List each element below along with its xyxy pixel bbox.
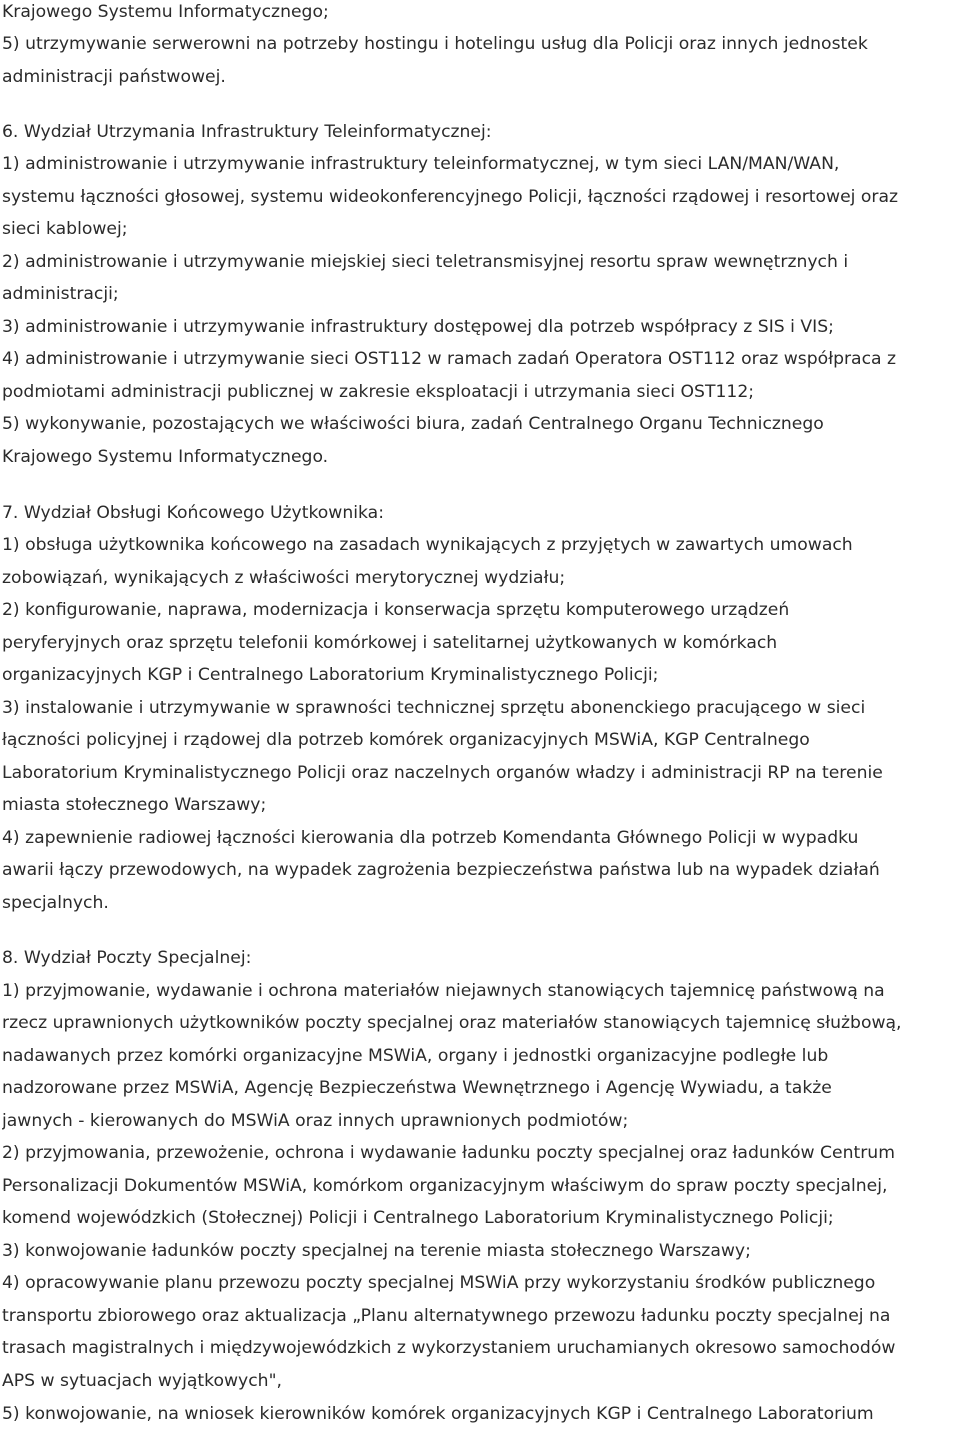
text-line: 1) obsługa użytkownika końcowego na zasadach wynikających z przyjętych w zawartych umowach: [2, 535, 853, 555]
text-line: jawnych - kierowanych do MSWiA oraz innych uprawnionych podmiotów;: [2, 1111, 629, 1131]
text-line: nadzorowane przez MSWiA, Agencję Bezpieczeństwa Wewnętrznego i Agencję Wywiadu, a także: [2, 1078, 832, 1098]
text-line: 3) administrowanie i utrzymywanie infrastruktury dostępowej dla potrzeb współpracy z SIS i VIS;: [2, 317, 834, 337]
text-line: awarii łączy przewodowych, na wypadek zagrożenia bezpieczeństwa państwa lub na wypadek działań: [2, 860, 880, 880]
text-line: 1) administrowanie i utrzymywanie infrastruktury teleinformatycznej, w tym sieci LAN/MAN/WAN,: [2, 154, 840, 174]
text-line: 4) administrowanie i utrzymywanie sieci OST112 w ramach zadań Operatora OST112 oraz współpraca z: [2, 349, 897, 369]
text-line: 5) utrzymywanie serwerowni na potrzeby hostingu i hotelingu usług dla Policji oraz innych jednostek: [2, 34, 868, 54]
text-line: łączności policyjnej i rządowej dla potrzeb komórek organizacyjnych MSWiA, KGP Centralnego: [2, 730, 810, 750]
text-line: rzecz uprawnionych użytkowników poczty specjalnej oraz materiałów stanowiących tajemnicę służbową,: [2, 1013, 902, 1033]
text-line: Krajowego Systemu Informatycznego.: [2, 447, 329, 467]
text-line: administracji;: [2, 284, 119, 304]
section-heading: 8. Wydział Poczty Specjalnej:: [2, 948, 252, 968]
text-line: 3) instalowanie i utrzymywanie w sprawności technicznej sprzętu abonenckiego pracującego w sieci: [2, 698, 866, 718]
text-line: 2) przyjmowania, przewożenie, ochrona i wydawanie ładunku poczty specjalnej oraz ładunków Centrum: [2, 1143, 895, 1163]
text-line: miasta stołecznego Warszawy;: [2, 795, 267, 815]
text-line: nadawanych przez komórki organizacyjne MSWiA, organy i jednostki organizacyjne podległe lub: [2, 1046, 829, 1066]
text-line: APS w sytuacjach wyjątkowych",: [2, 1371, 282, 1391]
text-line: 1) przyjmowanie, wydawanie i ochrona materiałów niejawnych stanowiących tajemnicę państwową na: [2, 981, 885, 1001]
text-line: 5) konwojowanie, na wniosek kierowników komórek organizacyjnych KGP i Centralnego Laboratorium: [2, 1404, 874, 1424]
text-line: Laboratorium Kryminalistycznego Policji oraz naczelnych organów władzy i administracji RP na terenie: [2, 763, 883, 783]
section-heading: 7. Wydział Obsługi Końcowego Użytkownika:: [2, 503, 385, 523]
text-line: systemu łączności głosowej, systemu wideokonferencyjnego Policji, łączności rządowej i resortowej oraz: [2, 187, 899, 207]
text-line: specjalnych.: [2, 893, 109, 913]
text-line: zobowiązań, wynikających z właściwości merytorycznej wydziału;: [2, 568, 566, 588]
document-page: [2, 0, 958, 1431]
text-line: sieci kablowej;: [2, 219, 128, 239]
text-line: komend wojewódzkich (Stołecznej) Policji i Centralnego Laboratorium Kryminalistycznego Policji;: [2, 1208, 834, 1228]
text-line: administracji państwowej.: [2, 67, 226, 87]
text-line: Personalizacji Dokumentów MSWiA, komórkom organizacyjnym właściwym do spraw poczty specjalnej,: [2, 1176, 888, 1196]
text-line: organizacyjnych KGP i Centralnego Laboratorium Kryminalistycznego Policji;: [2, 665, 659, 685]
text-line: 2) konfigurowanie, naprawa, modernizacja i konserwacja sprzętu komputerowego urządzeń: [2, 600, 790, 620]
section-heading: 6. Wydział Utrzymania Infrastruktury Teleinformatycznej:: [2, 122, 492, 142]
text-line: transportu zbiorowego oraz aktualizacja „Planu alternatywnego przewozu ładunku poczty specjalnej na: [2, 1306, 891, 1326]
text-line: trasach magistralnych i międzywojewódzkich z wykorzystaniem uruchamianych okresowo samochodów: [2, 1338, 896, 1358]
text-line: 2) administrowanie i utrzymywanie miejskiej sieci teletransmisyjnej resortu spraw wewnętrznych i: [2, 252, 849, 272]
text-line: 4) opracowywanie planu przewozu poczty specjalnej MSWiA przy wykorzystaniu środków publicznego: [2, 1273, 876, 1293]
text-line: 3) konwojowanie ładunków poczty specjalnej na terenie miasta stołecznego Warszawy;: [2, 1241, 751, 1261]
text-line: Krajowego Systemu Informatycznego;: [2, 2, 329, 22]
text-line: podmiotami administracji publicznej w zakresie eksploatacji i utrzymania sieci OST112;: [2, 382, 755, 402]
text-line: 4) zapewnienie radiowej łączności kierowania dla potrzeb Komendanta Głównego Policji w wypadku: [2, 828, 859, 848]
text-line: 5) wykonywanie, pozostających we właściwości biura, zadań Centralnego Organu Technicznego: [2, 414, 824, 434]
text-line: peryferyjnych oraz sprzętu telefonii komórkowej i satelitarnej użytkowanych w komórkach: [2, 633, 778, 653]
